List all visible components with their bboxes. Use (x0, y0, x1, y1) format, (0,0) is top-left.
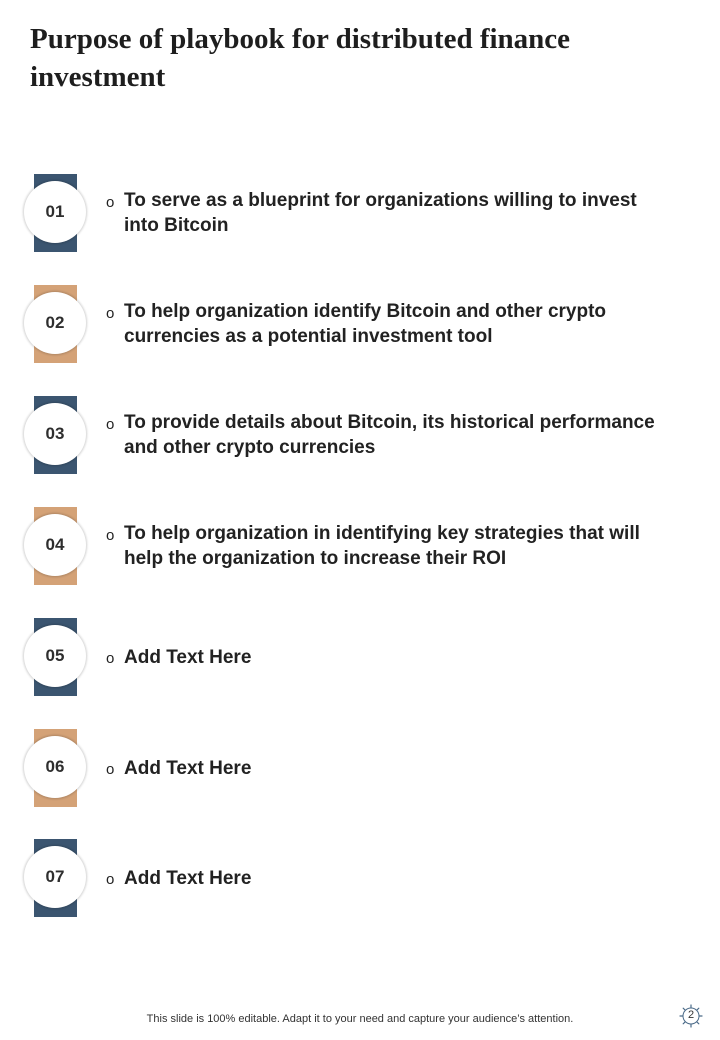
footer-note: This slide is 100% editable. Adapt it to your need and capture your audience’s attention. (146, 1013, 574, 1025)
item-text: Add Text Here (124, 868, 252, 889)
list-item (0, 839, 720, 919)
page-number-badge (679, 1004, 703, 1028)
number-circle (24, 403, 86, 465)
bullet-icon: o (106, 527, 115, 544)
list-item (0, 729, 720, 809)
item-text: To serve as a blueprint for organizations willing to invest into Bitcoin (124, 190, 637, 236)
number-circle (24, 625, 86, 687)
number-circle (24, 736, 86, 798)
number-circle (24, 181, 86, 243)
item-text: To help organization in identifying key strategies that will help the organization to increase their ROI (124, 523, 640, 569)
list-item (0, 507, 720, 587)
list-item (0, 618, 720, 698)
item-number: 06 (45, 757, 65, 776)
bullet-icon: o (106, 871, 115, 888)
list-item (0, 174, 720, 254)
bullet-icon: o (106, 650, 115, 667)
number-circle (24, 514, 86, 576)
page-number: 2 (687, 1009, 695, 1021)
item-text: To provide details about Bitcoin, its historical performance and other crypto currencies (124, 412, 655, 458)
item-number: 04 (45, 535, 65, 554)
list-item (0, 396, 720, 476)
item-text: To help organization identify Bitcoin and other crypto currencies as a potential investment tool (124, 301, 607, 347)
item-number: 05 (45, 646, 65, 665)
list-item (0, 285, 720, 365)
item-number: 01 (45, 202, 65, 221)
bullet-icon: o (106, 761, 115, 778)
item-number: 07 (45, 867, 65, 886)
bullet-icon: o (106, 416, 115, 433)
item-text: Add Text Here (124, 647, 252, 668)
page-title: Purpose of playbook for distributed finance investment (30, 23, 571, 93)
number-circle (24, 846, 86, 908)
bullet-icon: o (106, 194, 115, 211)
item-number: 02 (45, 313, 65, 332)
item-text: Add Text Here (124, 758, 252, 779)
bullet-icon: o (106, 305, 115, 322)
number-circle (24, 292, 86, 354)
item-number: 03 (45, 424, 65, 443)
